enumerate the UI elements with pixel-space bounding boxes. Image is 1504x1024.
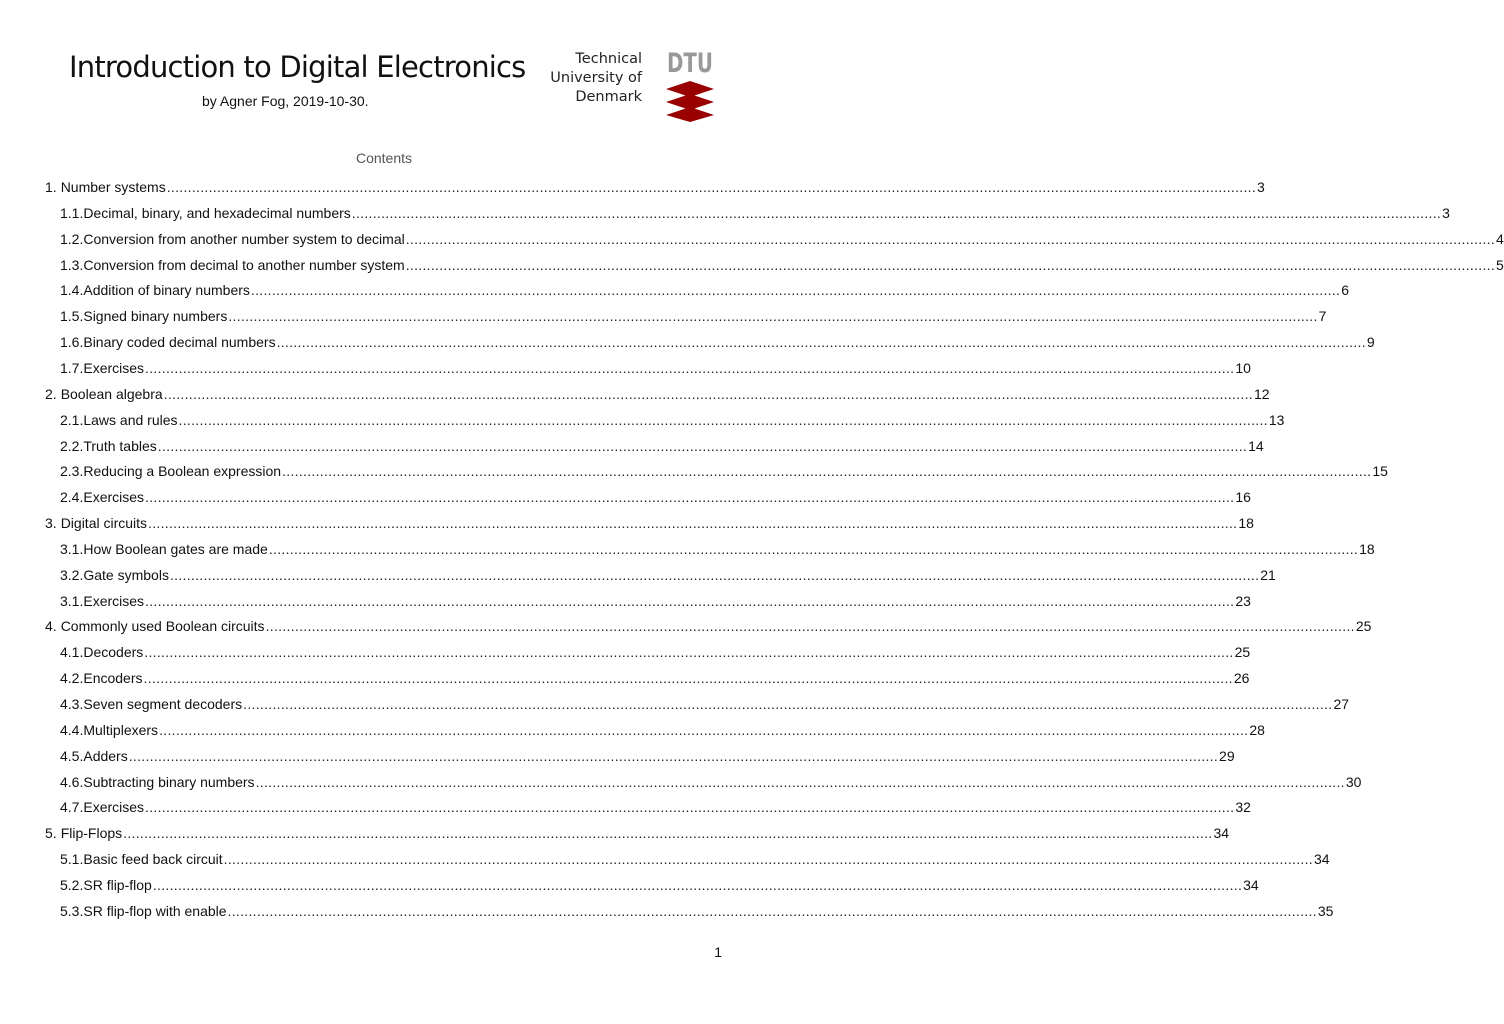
toc-entry-page: 21 [1260,566,1276,583]
author-date-line: by Agner Fog, 2019-10-30. [202,93,369,109]
toc-entry-number: 3. [45,515,57,532]
toc-entry-page: 27 [1333,696,1350,712]
toc-entry-number: 2.4. [60,489,84,506]
toc-entry-title: Seven segment decoders [83,696,243,712]
toc-entry-title: Boolean algebra [60,385,163,402]
toc-dot-leader: .................................................................................................................................................................................................................................................................... [268,540,1359,557]
toc-entry-title: SR flip-flop [83,876,152,893]
toc-dot-leader: .................................................................................................................................................................................................................................................................... [227,902,1317,919]
toc-entry-page: 25 [1355,618,1372,635]
toc-entry-title: Subtracting binary numbers [83,773,255,790]
toc-section-entry[interactable] [60,226,1504,252]
toc-dot-leader: .................................................................................................................................................................................................................................................................... [152,876,1243,893]
toc-chapter-entry[interactable] [45,820,1230,846]
toc-dot-leader: .................................................................................................................................................................................................................................................................... [405,230,1496,247]
toc-entry-page: 30 [1345,773,1362,790]
toc-dot-leader: .................................................................................................................................................................................................................................................................... [276,334,1366,351]
toc-section-entry[interactable] [60,898,1334,924]
toc-entry-title: Binary coded decimal numbers [83,334,276,351]
toc-entry-page: 29 [1219,747,1235,764]
toc-entry-page: 7 [1318,308,1327,325]
toc-section-entry[interactable] [60,458,1388,484]
toc-dot-leader: .................................................................................................................................................................................................................................................................... [178,411,1268,428]
toc-entry-number: 1.2. [60,230,84,247]
toc-dot-leader: .................................................................................................................................................................................................................................................................... [351,204,1442,221]
toc-section-entry[interactable] [60,329,1375,355]
toc-entry-title: Number systems [60,179,166,195]
toc-entry-title: Flip-Flops [60,825,123,842]
toc-section-entry[interactable] [60,277,1350,303]
toc-dot-leader: .................................................................................................................................................................................................................................................................... [145,359,1235,376]
toc-dot-leader: .................................................................................................................................................................................................................................................................... [163,385,1253,402]
toc-entry-title: Addition of binary numbers [83,282,250,299]
logo-diamond-shape [666,107,714,122]
toc-entry-title: How Boolean gates are made [83,540,268,557]
toc-entry-title: Commonly used Boolean circuits [60,618,265,635]
toc-dot-leader: .................................................................................................................................................................................................................................................................... [255,773,1345,790]
toc-section-entry[interactable] [60,536,1375,562]
toc-entry-number: 1. [45,179,57,195]
toc-entry-title: Decoders [83,644,144,661]
page-number: 1 [714,944,722,960]
toc-entry-title: Encoders [83,670,143,687]
document-title: Introduction to Digital Electronics [69,50,526,84]
toc-section-entry[interactable] [60,562,1276,588]
toc-entry-page: 14 [1248,437,1264,454]
toc-section-entry[interactable] [60,433,1264,459]
contents-heading: Contents [355,150,413,166]
toc-dot-leader: .................................................................................................................................................................................................................................................................... [405,256,1496,273]
toc-entry-title: Adders [83,747,128,764]
toc-dot-leader: .................................................................................................................................................................................................................................................................... [250,282,1341,299]
toc-section-entry[interactable] [60,794,1251,820]
toc-entry-number: 3.1. [60,592,84,609]
toc-dot-leader: .................................................................................................................................................................................................................................................................... [145,592,1235,609]
toc-entry-page: 3 [1257,179,1265,195]
toc-entry-title: Reducing a Boolean expression [83,463,282,480]
toc-entry-page: 32 [1235,799,1251,816]
toc-entry-title: Conversion from another number system to decimal [83,230,405,247]
toc-entry-page: 28 [1249,721,1265,738]
logo-text-line-3: Denmark [575,89,642,105]
toc-entry-number: 1.5. [60,308,84,325]
toc-section-entry[interactable] [60,407,1285,433]
toc-section-entry[interactable] [60,303,1327,329]
toc-entry-title: SR flip-flop with enable [83,902,227,919]
toc-entry-page: 34 [1313,851,1330,868]
toc-section-entry[interactable] [60,252,1504,278]
toc-entry-page: 16 [1235,489,1251,506]
toc-entry-number: 4.3. [60,696,84,712]
toc-entry-page: 23 [1235,592,1251,609]
toc-entry-page: 18 [1238,515,1254,532]
toc-section-entry[interactable] [60,717,1265,743]
toc-dot-leader: .................................................................................................................................................................................................................................................................... [145,489,1235,506]
toc-entry-title: Exercises [83,359,145,376]
toc-section-entry[interactable] [60,743,1235,769]
toc-entry-page: 6 [1341,282,1350,299]
toc-section-entry[interactable] [60,846,1330,872]
toc-entry-page: 18 [1359,540,1375,557]
toc-entry-number: 3.2. [60,566,84,583]
logo-text-line-1: Technical [575,51,642,67]
toc-entry-number: 2.1. [60,411,84,428]
toc-entry-number: 5.1. [60,851,84,868]
toc-dot-leader: .................................................................................................................................................................................................................................................................... [148,515,1238,532]
toc-section-entry[interactable] [60,200,1450,226]
toc-dot-leader: .................................................................................................................................................................................................................................................................... [223,851,1313,868]
toc-dot-leader: .................................................................................................................................................................................................................................................................... [169,566,1260,583]
toc-dot-leader: .................................................................................................................................................................................................................................................................... [228,308,1318,325]
toc-entry-page: 13 [1268,411,1285,428]
toc-entry-number: 4.5. [60,747,84,764]
toc-entry-page: 10 [1235,359,1251,376]
toc-entry-title: Multiplexers [83,721,159,738]
toc-dot-leader: .................................................................................................................................................................................................................................................................... [145,799,1235,816]
toc-dot-leader: .................................................................................................................................................................................................................................................................... [144,644,1234,661]
toc-entry-title: Decimal, binary, and hexadecimal numbers [83,204,351,221]
toc-section-entry[interactable] [60,665,1250,691]
toc-entry-number: 1.1. [60,204,84,221]
toc-entry-number: 4.6. [60,773,84,790]
toc-chapter-entry[interactable] [45,381,1270,407]
toc-dot-leader: .................................................................................................................................................................................................................................................................... [123,825,1213,842]
toc-entry-title: Conversion from decimal to another number system [83,256,405,273]
toc-entry-number: 4. [45,618,57,635]
dtu-logo-text [540,50,642,107]
toc-entry-number: 1.7. [60,359,84,376]
toc-entry-page: 34 [1243,876,1259,893]
toc-entry-title: Exercises [83,592,145,609]
toc-entry-title: Signed binary numbers [83,308,228,325]
logo-text-line-2: University of [550,70,642,86]
toc-entry-page: 3 [1442,204,1450,221]
toc-entry-number: 5.2. [60,876,84,893]
toc-entry-number: 4.1. [60,644,84,661]
toc-entry-page: 12 [1253,385,1270,402]
toc-entry-title: Laws and rules [83,411,178,428]
toc-entry-page: 15 [1372,463,1388,480]
toc-entry-number: 2. [45,385,57,402]
toc-entry-number: 2.3. [60,463,84,480]
toc-entry-title: Exercises [83,489,145,506]
toc-entry-number: 4.7. [60,799,84,816]
toc-dot-leader: .................................................................................................................................................................................................................................................................... [282,463,1372,480]
toc-entry-number: 2.2. [60,437,84,454]
toc-section-entry[interactable] [60,872,1259,898]
toc-dot-leader: .................................................................................................................................................................................................................................................................... [166,179,1257,195]
toc-entry-number: 4.4. [60,721,84,738]
toc-entry-title: Gate symbols [83,566,169,583]
toc-entry-number: 4.2. [60,670,84,687]
toc-entry-number: 3.1. [60,540,84,557]
toc-dot-leader: .................................................................................................................................................................................................................................................................... [143,670,1233,687]
logo-mark-letters: DTU [667,48,713,79]
toc-section-entry[interactable] [60,769,1362,795]
toc-dot-leader: .................................................................................................................................................................................................................................................................... [128,747,1219,764]
toc-entry-page: 34 [1213,825,1230,842]
toc-entry-number: 1.4. [60,282,84,299]
toc-dot-leader: .................................................................................................................................................................................................................................................................... [265,618,1355,635]
toc-section-entry[interactable] [60,484,1251,510]
toc-entry-page: 25 [1234,644,1251,661]
toc-entry-page: 5 [1496,256,1504,273]
toc-dot-leader: .................................................................................................................................................................................................................................................................... [243,696,1333,712]
toc-chapter-entry[interactable] [45,510,1254,536]
toc-entry-page: 4 [1496,230,1504,247]
toc-entry-number: 5. [45,825,57,842]
dtu-logo-icon [664,44,716,122]
toc-section-entry[interactable] [60,588,1251,614]
toc-entry-title: Exercises [83,799,145,816]
toc-chapter-entry[interactable] [45,613,1372,639]
toc-entry-number: 5.3. [60,902,84,919]
toc-chapter-entry[interactable] [45,174,1265,200]
toc-entry-title: Basic feed back circuit [83,851,223,868]
toc-section-entry[interactable] [60,639,1251,665]
toc-entry-number: 1.3. [60,256,84,273]
toc-entry-title: Digital circuits [60,515,148,532]
toc-dot-leader: .................................................................................................................................................................................................................................................................... [157,437,1248,454]
toc-entry-page: 26 [1233,670,1250,687]
toc-dot-leader: .................................................................................................................................................................................................................................................................... [159,721,1249,738]
toc-section-entry[interactable] [60,355,1251,381]
toc-entry-page: 35 [1317,902,1334,919]
toc-entry-title: Truth tables [83,437,157,454]
toc-entry-number: 1.6. [60,334,84,351]
toc-section-entry[interactable] [60,691,1350,717]
toc-entry-page: 9 [1366,334,1375,351]
